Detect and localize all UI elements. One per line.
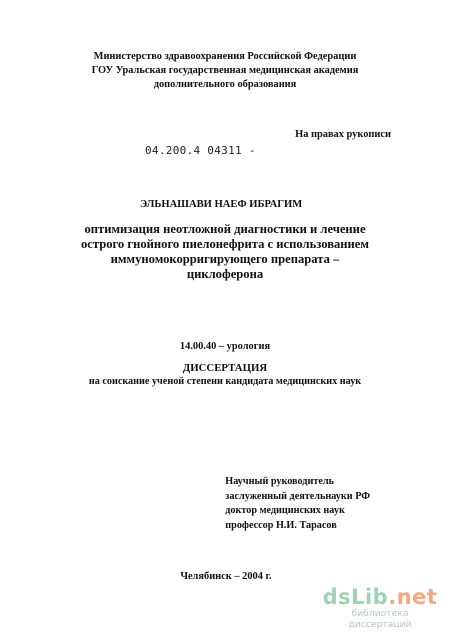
author-name: ЭЛЬНАШАВИ НАЕФ ИБРАГИМ bbox=[140, 199, 303, 210]
watermark-caption: библиотека диссертаций bbox=[348, 608, 412, 630]
registration-stamp: 04.200.4 04311 - bbox=[145, 144, 256, 157]
supervisor-honor: заслуженный деятельнауки РФ bbox=[225, 490, 370, 502]
logo-main-text: dsLib bbox=[322, 585, 389, 609]
title-line-2: острого гнойного пиелонефрита с использованием bbox=[81, 237, 369, 251]
title-line-4: циклоферона bbox=[186, 267, 264, 281]
supervisor-heading: Научный руководитель bbox=[225, 476, 334, 487]
institution-ministry: Министерство здравоохранения Российской Федерации bbox=[93, 51, 357, 62]
document-type: ДИССЕРТАЦИЯ bbox=[182, 362, 268, 374]
title-line-1: оптимизация неотложной диагностики и лечение bbox=[84, 222, 366, 236]
specialty-code: 14.00.40 – урология bbox=[179, 341, 271, 352]
supervisor-block bbox=[225, 475, 370, 533]
degree-statement: на соискание ученой степени кандидата медицинских наук bbox=[88, 376, 362, 387]
title-line-3: иммуномокорригирующего препарата – bbox=[110, 252, 340, 266]
institution-academy: ГОУ Уральская государственная медицинская академия bbox=[91, 65, 359, 76]
dslib-logo[interactable] bbox=[320, 586, 440, 608]
dissertation-title bbox=[0, 222, 450, 282]
dslib-watermark[interactable] bbox=[320, 586, 440, 630]
city-year: Челябинск – 2004 г. bbox=[180, 571, 272, 582]
supervisor-degree: доктор медицинских наук bbox=[225, 505, 345, 516]
logo-tld-text: .net bbox=[388, 585, 438, 609]
manuscript-rights-label: На правах рукописи bbox=[295, 129, 391, 140]
institution-academy-cont: дополнительного образования bbox=[153, 79, 297, 90]
supervisor-name: профессор Н.И. Тарасов bbox=[225, 519, 337, 531]
institution-block bbox=[0, 50, 450, 92]
